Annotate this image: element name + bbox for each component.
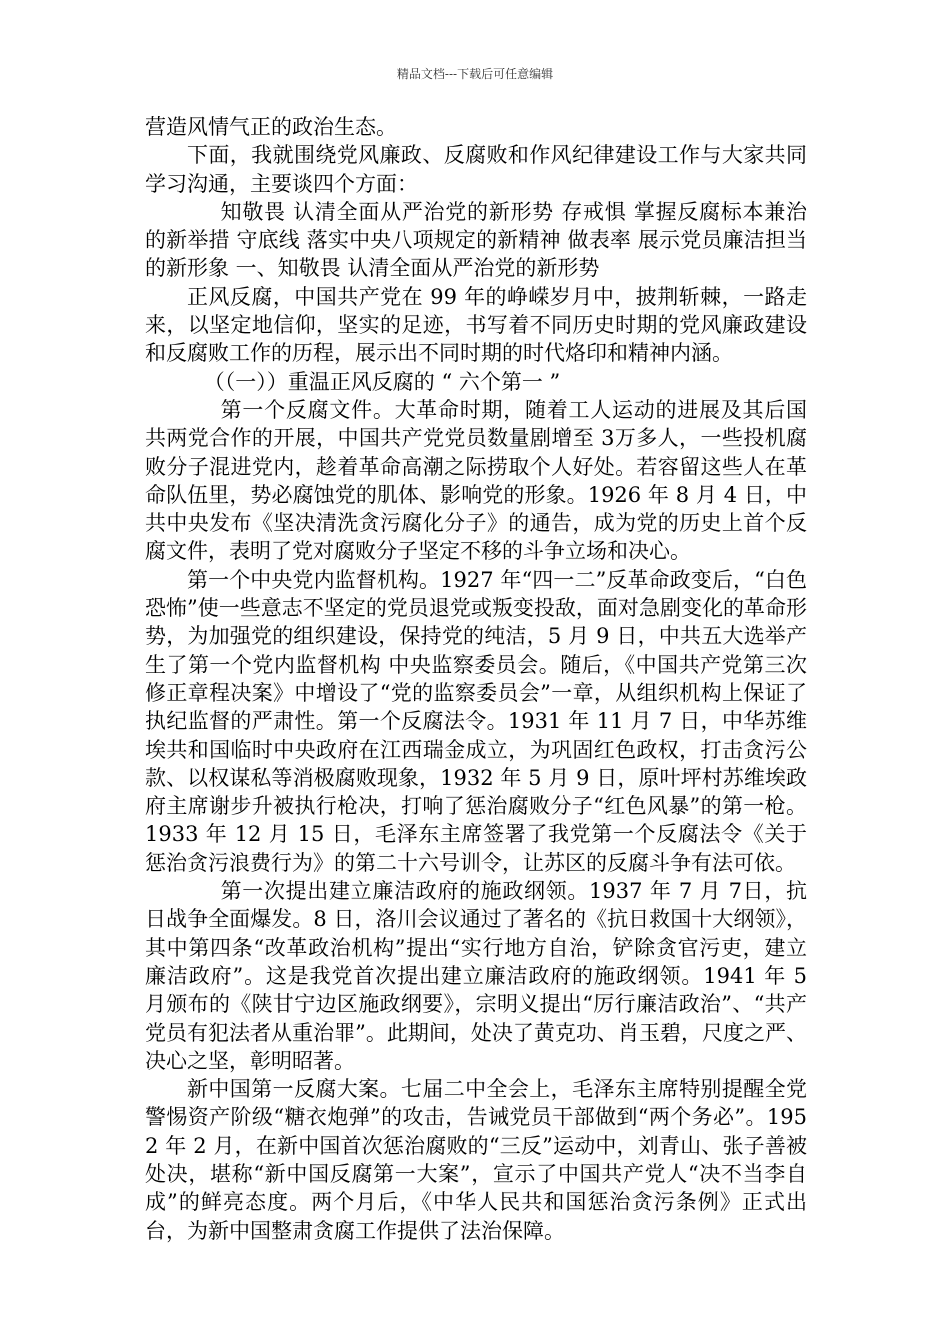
document-body	[145, 113, 807, 1245]
paragraph-first-document: 第一个反腐文件。大革命时期，随着工人运动的进展及其后国共两党合作的开展，中国共产党党员数量剧增至 3万多人，一些投机腐败分子混进党内，趁着革命高潮之际捞取个人好处。若容留这些人在革命队伍里，势必腐蚀党的肌体、影响党的形象。1926 年 8 月 4 日，中共中央发布《坚决清洗贪污腐化分子》的通告，成为党的历史上首个反腐文件，表明了党对腐败分子坚定不移的斗争立场和决心。	[145, 397, 807, 564]
paragraph-first-case: 新中国第一反腐大案。七届二中全会上，毛泽东主席特别提醒全党警惕资产阶级“糖衣炮弹”的攻击，告诫党员干部做到“两个务必”。1952 年 2 月，在新中国首次惩治腐败的“三反”运动中，刘青山、张子善被处决，堪称“新中国反腐第一大案”，宣示了中国共产党人“决不当李自成”的鲜亮态度。两个月后，《中华人民共和国惩治贪污条例》正式出台，为新中国整肃贪腐工作提供了法治保障。	[145, 1077, 807, 1243]
paragraph-history: 正风反腐，中国共产党在 99 年的峥嵘岁月中，披荆斩棘，一路走来，以坚定地信仰，坚实的足迹，书写着不同历史时期的党风廉政建设和反腐败工作的历程，展示出不同时期的时代烙印和精神内涵。	[145, 284, 807, 366]
paragraph-outline: 知敬畏 认清全面从严治党的新形势 存戒惧 掌握反腐标本兼治的新举措 守底线 落实中央八项规定的新精神 做表率 展示党员廉洁担当的新形象 一、知敬畏 认清全面从严治党的新形势	[145, 199, 807, 281]
paragraph-first-program: 第一次提出建立廉洁政府的施政纲领。1937 年 7 月 7日，抗日战争全面爆发。8 日，洛川会议通过了著名的《抗日救国十大纲领》，其中第四条“改革政治机构”提出“实行地方自治，铲除贪官污吏，建立廉洁政府”。这是我党首次提出建立廉洁政府的施政纲领。1941 年 5 月颁布的《陕甘宁边区施政纲要》，宗明义提出“厉行廉洁政治”、“共产党员有犯法者从重治罪”。此期间，处决了黄克功、肖玉碧，尺度之严、决心之坚，彰明昭著。	[145, 879, 807, 1073]
paragraph-intro-closing: 营造风情气正的政治生态。	[145, 115, 397, 139]
page-header: 精品文档---下载后可任意编辑	[396, 67, 554, 81]
section-heading: （（一））重温正风反腐的 “ 六个第一 ”	[203, 369, 561, 394]
paragraph-first-supervision: 第一个中央党内监督机构。1927 年“四一二”反革命政变后，“白色恐怖”使一些意志不坚定的党员退党或叛变投敌，面对急剧变化的革命形势，为加强党的组织建设，保持党的纯洁，5 月 9 日，中共五大选举产生了第一个党内监督机构 中央监察委员会。随后，《中国共产党第三次修正章程决案》中增设了“党的监察委员会”一章，从组织机构上保证了执纪监督的严肃性。第一个反腐法令。1931 年 11 月 7 日，中华苏维埃共和国临时中央政府在江西瑞金成立，为巩固红色政权，打击贪污公款、以权谋私等消极腐败现象，1932 年 5 月 9 日，原叶坪村苏维埃政府主席谢步升被执行枪决，打响了惩治腐败分子“红色风暴”的第一枪。1933 年 12 月 15 日，毛泽东主席签署了我党第一个反腐法令《关于惩治贪污浪费行为》的第二十六号训令，让苏区的反腐斗争有法可依。	[145, 567, 807, 875]
paragraph-overview: 下面，我就围绕党风廉政、反腐败和作风纪律建设工作与大家共同学习沟通，主要谈四个方面：	[145, 143, 807, 196]
